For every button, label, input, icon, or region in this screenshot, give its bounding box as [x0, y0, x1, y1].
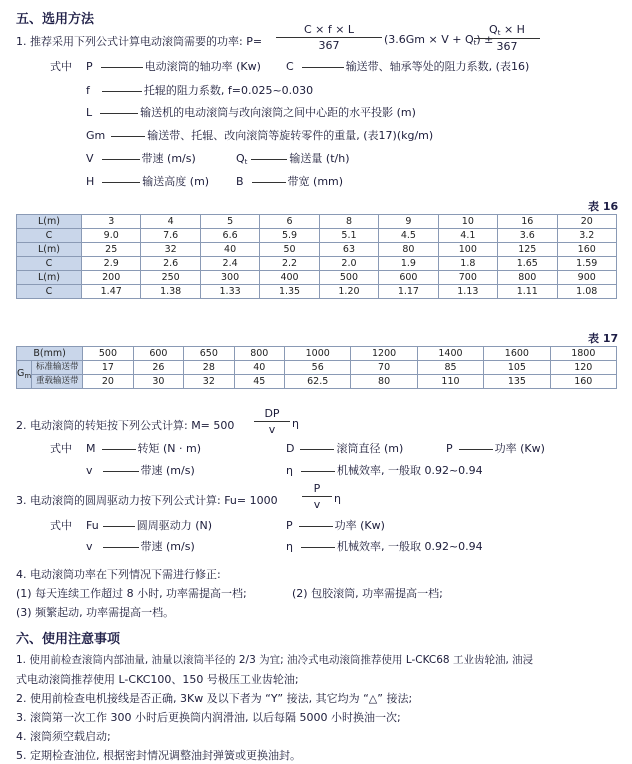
section-5-title: 五、选用方法: [16, 12, 95, 27]
section-6-title: 六、使用注意事项: [16, 632, 121, 647]
gm-subscript: m: [24, 371, 32, 380]
definition: 功率 (Kw): [494, 442, 545, 455]
qt-subscript: t: [497, 29, 501, 37]
def-P3: [286, 517, 385, 533]
item-4-condition-1: (1) 每天连续工作超过 8 小时, 功率需提高一档;: [16, 587, 247, 600]
symbol: V: [86, 152, 94, 165]
dash-line: [103, 526, 135, 527]
table-cell: 20: [557, 215, 617, 229]
fraction-denominator: 367: [318, 39, 340, 52]
table-cell: 1.20: [319, 285, 378, 299]
table-row: [17, 375, 617, 389]
definition: 托辊的阻力系数, f=0.025~0.030: [143, 84, 314, 97]
table-cell: 2.2: [260, 257, 319, 271]
dash-line: [102, 159, 140, 160]
dash-line: [103, 471, 139, 472]
symbol: Fu: [86, 519, 99, 532]
table-cell: 500: [319, 271, 378, 285]
table-cell: 5.9: [260, 229, 319, 243]
table-cell: 120: [550, 361, 616, 375]
table-cell: 80: [351, 375, 417, 389]
table-cell: 250: [141, 271, 200, 285]
table-cell: 5: [200, 215, 259, 229]
row-header-cell: C: [17, 229, 82, 243]
table-cell: 900: [557, 271, 617, 285]
def-Fu: [86, 517, 212, 533]
table-cell: 5.1: [319, 229, 378, 243]
mid-close: ) ±: [476, 33, 494, 46]
note-1a: 1. 使用前检查滚筒内部油量, 油量以滚筒半径的 2/3 为宜; 油冷式电动滚筒推荐使用 L-CKC68 工业齿轮油, 油浸: [16, 654, 534, 666]
table-cell: 26: [133, 361, 183, 375]
dash-line: [300, 449, 334, 450]
table-cell: 1.35: [260, 285, 319, 299]
symbol: D: [286, 442, 295, 455]
table-cell: 40: [234, 361, 284, 375]
table-cell: 3: [82, 215, 141, 229]
definition: 带速 (m/s): [141, 152, 196, 165]
table-cell: 3.6: [498, 229, 557, 243]
dash-line: [102, 182, 140, 183]
item-1-label: 1. 推荐采用下列公式计算电动滚筒需要的功率: P=: [16, 35, 263, 48]
def-L: [86, 104, 416, 120]
table-cell: 1000: [285, 347, 351, 361]
shizhong-label: 式中: [50, 60, 72, 73]
note-3: 3. 滚筒第一次工作 300 小时后更换筒内润滑油, 以后每隔 5000 小时换油一次;: [16, 711, 401, 724]
table-row: [17, 271, 617, 285]
table-cell: 1.38: [141, 285, 200, 299]
table-cell: 8: [319, 215, 378, 229]
table-cell: 800: [498, 271, 557, 285]
gm-symbol: G: [17, 367, 25, 379]
definition: 机械效率, 一般取 0.92~0.94: [336, 540, 483, 553]
fraction-numerator: DP: [264, 407, 280, 420]
dash-line: [299, 526, 333, 527]
table-cell: 100: [438, 243, 497, 257]
symbol: η: [286, 464, 293, 477]
definition: 输送机的电动滚筒与改向滚筒之间中心距的水平投影 (m): [140, 106, 416, 119]
table-cell: 160: [550, 375, 616, 389]
dash-line: [111, 136, 145, 137]
def-M: [86, 440, 201, 456]
table-cell: 9.0: [82, 229, 141, 243]
numerator-rest: × H: [500, 23, 525, 36]
fraction-denominator: v: [268, 423, 276, 436]
definition: 带速 (m/s): [140, 540, 195, 553]
dash-line: [102, 91, 142, 92]
note-5: 5. 定期检查油位, 根据密封情况调整油封弹簧或更换油封。: [16, 749, 301, 762]
table-cell: 300: [200, 271, 259, 285]
dash-line: [100, 113, 138, 114]
table-cell: 160: [557, 243, 617, 257]
table-cell: 125: [498, 243, 557, 257]
table-row: [17, 229, 617, 243]
fraction-numerator: [474, 23, 540, 38]
symbol: v: [86, 464, 93, 477]
note-2: 2. 使用前检查电机接线是否正确, 3Kw 及以下者为 “Y” 接法, 其它均为 “△” 接法;: [16, 692, 413, 705]
table-cell: 600: [133, 347, 183, 361]
definition: 输送带、托辊、改向滚筒等旋转零件的重量, (表17)(kg/m): [147, 129, 434, 142]
def-H: [86, 173, 209, 189]
def-v2: [86, 462, 195, 478]
table-cell: 3.2: [557, 229, 617, 243]
symbol: η: [286, 540, 293, 553]
table-cell: 25: [82, 243, 141, 257]
table-cell: 标准输送带: [32, 361, 83, 375]
table-cell: 10: [438, 215, 497, 229]
table-cell: 6: [260, 215, 319, 229]
table-cell: 1.13: [438, 285, 497, 299]
table-cell: 1.8: [438, 257, 497, 271]
table-cell: 500: [83, 347, 133, 361]
table-cell: 1.08: [557, 285, 617, 299]
table-cell: 1600: [484, 347, 550, 361]
symbol: f: [86, 84, 90, 97]
table-row: [17, 285, 617, 299]
table-cell: 1.33: [200, 285, 259, 299]
symbol: H: [86, 175, 95, 188]
symbol: Q: [236, 152, 245, 165]
dash-line: [252, 182, 286, 183]
table-17-caption: 表 17: [588, 332, 619, 345]
symbol: Gm: [86, 129, 106, 142]
def-P: [86, 58, 261, 74]
table-17: [16, 346, 617, 389]
definition: 输送带、轴承等处的阻力系数, (表16): [345, 60, 530, 73]
item-3-label: 3. 电动滚筒的圆周驱动力按下列公式计算: Fu= 1000: [16, 494, 278, 507]
table-16: [16, 214, 617, 299]
formula-1-fraction-b: [474, 23, 540, 53]
definition: 电动滚筒的轴功率 (Kw): [144, 60, 261, 73]
table-cell: 1.47: [82, 285, 141, 299]
table-cell: 135: [484, 375, 550, 389]
table-cell: 2.6: [141, 257, 200, 271]
shizhong-label: 式中: [50, 519, 72, 532]
table-row: [17, 257, 617, 271]
table-cell: 1200: [351, 347, 417, 361]
table-cell: 56: [285, 361, 351, 375]
table-cell: 1.9: [379, 257, 438, 271]
def-P2: [446, 440, 545, 456]
dash-line: [302, 67, 344, 68]
def-D: [286, 440, 403, 456]
table-cell: 85: [417, 361, 483, 375]
definition: 滚筒直径 (m): [336, 442, 404, 455]
table-row: [17, 243, 617, 257]
definition: 功率 (Kw): [334, 519, 385, 532]
table-cell: 110: [417, 375, 483, 389]
gm-cell: [17, 361, 32, 389]
dash-line: [103, 547, 139, 548]
symbol: v: [86, 540, 93, 553]
item-4-label: 4. 电动滚筒功率在下列情况下需进行修正:: [16, 568, 221, 581]
item-4-condition-3: (3) 频繁起动, 功率需提高一档。: [16, 606, 175, 619]
fraction-denominator: v: [313, 498, 321, 511]
symbol: P: [286, 519, 293, 532]
table-cell: 7.6: [141, 229, 200, 243]
def-C: [286, 58, 529, 74]
definition: 输送高度 (m): [142, 175, 210, 188]
table-row: [17, 347, 617, 361]
note-4: 4. 滚筒须空载启动;: [16, 730, 111, 743]
row-header-cell: C: [17, 285, 82, 299]
dash-line: [459, 449, 493, 450]
table-cell: 50: [260, 243, 319, 257]
definition: 带宽 (mm): [287, 175, 344, 188]
table-cell: 45: [234, 375, 284, 389]
def-Gm: [86, 127, 433, 143]
subscript: t: [244, 158, 248, 166]
row-header-cell: L(m): [17, 243, 82, 257]
table-cell: 6.6: [200, 229, 259, 243]
def-eta2: [286, 462, 483, 478]
table-cell: B(mm): [17, 347, 83, 361]
fraction-numerator: C × f × L: [303, 23, 355, 36]
table-cell: 105: [484, 361, 550, 375]
table-cell: 1400: [417, 347, 483, 361]
symbol: P: [86, 60, 93, 73]
item-3-eta: η: [334, 492, 341, 505]
fraction-numerator: P: [313, 482, 321, 495]
def-v3: [86, 538, 195, 554]
item-2-label: 2. 电动滚筒的转矩按下列公式计算: M= 500: [16, 419, 235, 432]
symbol: L: [86, 106, 93, 119]
table-cell: 1.59: [557, 257, 617, 271]
table-cell: 4.5: [379, 229, 438, 243]
table-cell: 17: [83, 361, 133, 375]
table-cell: 700: [438, 271, 497, 285]
table-cell: 2.0: [319, 257, 378, 271]
table-cell: 62.5: [285, 375, 351, 389]
definition: 带速 (m/s): [140, 464, 195, 477]
row-header-cell: C: [17, 257, 82, 271]
table-cell: 70: [351, 361, 417, 375]
shizhong-label: 式中: [50, 442, 72, 455]
table-cell: 1800: [550, 347, 616, 361]
table-cell: 16: [498, 215, 557, 229]
table-cell: 650: [184, 347, 234, 361]
item-3-fraction: [302, 482, 332, 511]
table-cell: 400: [260, 271, 319, 285]
mid-subscript: t: [473, 39, 477, 47]
table-cell: 63: [319, 243, 378, 257]
row-header-cell: L(m): [17, 271, 82, 285]
table-cell: 重载输送带: [32, 375, 83, 389]
dash-line: [101, 67, 143, 68]
table-cell: 32: [184, 375, 234, 389]
formula-1-fraction-a: [276, 23, 382, 52]
item-2-eta: η: [292, 417, 299, 430]
table-cell: 32: [141, 243, 200, 257]
symbol: M: [86, 442, 96, 455]
item-4-condition-2: (2) 包胶滚筒, 功率需提高一档;: [292, 587, 443, 600]
table-cell: 40: [200, 243, 259, 257]
def-eta3: [286, 538, 483, 554]
row-header-cell: L(m): [17, 215, 82, 229]
def-V: [86, 150, 196, 166]
table-cell: 1.11: [498, 285, 557, 299]
table-cell: 200: [82, 271, 141, 285]
table-cell: 30: [133, 375, 183, 389]
table-row: [17, 361, 617, 375]
definition: 转矩 (N · m): [137, 442, 202, 455]
table-cell: 600: [379, 271, 438, 285]
table-cell: 1.65: [498, 257, 557, 271]
def-Qt: [236, 150, 350, 166]
table-cell: 4: [141, 215, 200, 229]
definition: 圆周驱动力 (N): [136, 519, 213, 532]
def-B: [236, 173, 343, 189]
definition: 输送量 (t/h): [289, 152, 350, 165]
table-cell: 80: [379, 243, 438, 257]
fraction-denominator: 367: [496, 40, 518, 53]
item-2-fraction: [254, 407, 290, 436]
table-cell: 28: [184, 361, 234, 375]
table-cell: 2.4: [200, 257, 259, 271]
dash-line: [301, 547, 335, 548]
table-cell: 800: [234, 347, 284, 361]
definition: 机械效率, 一般取 0.92~0.94: [336, 464, 483, 477]
qt-symbol: Q: [489, 23, 498, 36]
table-cell: 1.17: [379, 285, 438, 299]
note-1b: 式电动滚筒推荐使用 L-CKC100、150 号极压工业齿轮油;: [16, 673, 299, 686]
mid-expression: (3.6Gm × V + Q: [384, 33, 474, 46]
table-cell: 2.9: [82, 257, 141, 271]
table-row: [17, 215, 617, 229]
dash-line: [301, 471, 335, 472]
table-16-caption: 表 16: [588, 200, 619, 213]
table-cell: 20: [83, 375, 133, 389]
table-cell: 9: [379, 215, 438, 229]
symbol: B: [236, 175, 244, 188]
dash-line: [102, 449, 136, 450]
dash-line: [251, 159, 287, 160]
symbol: C: [286, 60, 294, 73]
table-cell: 4.1: [438, 229, 497, 243]
def-f: [86, 82, 313, 98]
symbol: P: [446, 442, 453, 455]
